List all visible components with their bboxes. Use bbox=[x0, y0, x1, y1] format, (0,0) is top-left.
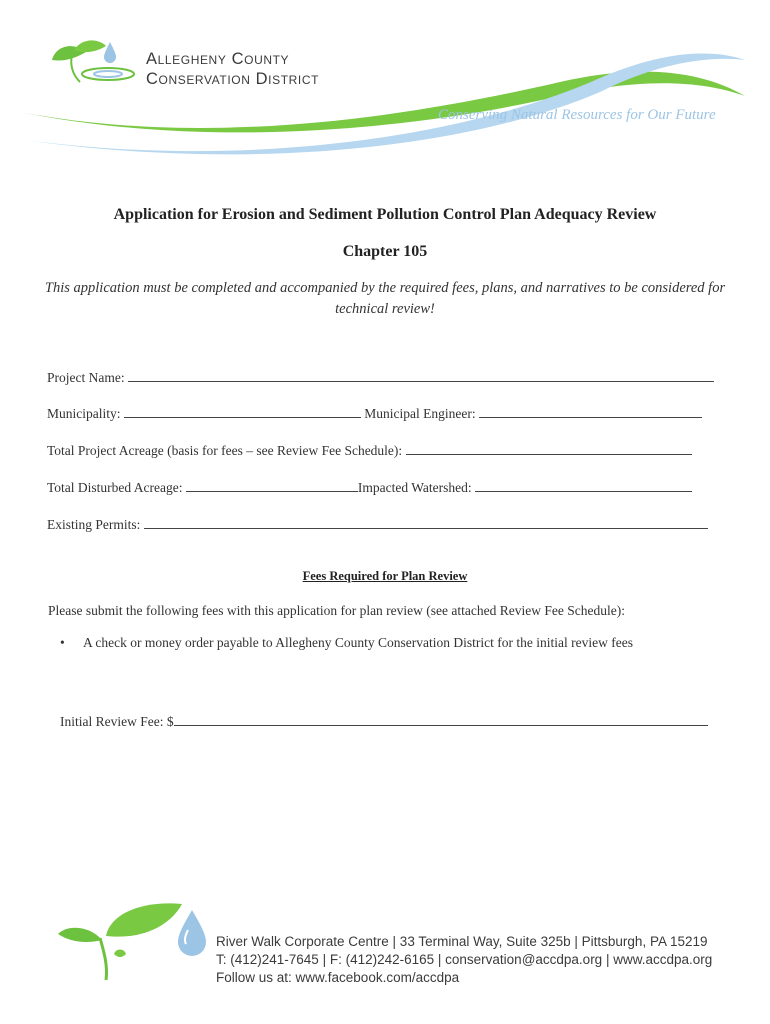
fee-bullet-text: A check or money order payable to Allegheny County Conservation District for the initial review fees bbox=[83, 635, 633, 650]
total-disturbed-acreage-field[interactable] bbox=[186, 477, 358, 492]
total-project-acreage-row bbox=[47, 440, 692, 459]
project-name-field[interactable] bbox=[128, 367, 714, 382]
leaf-icon bbox=[58, 903, 182, 980]
bullet-marker: • bbox=[60, 635, 65, 650]
footer-address: River Walk Corporate Centre | 33 Terminal Way, Suite 325b | Pittsburgh, PA 15219 bbox=[216, 934, 708, 949]
org-name-line2: Conservation District bbox=[146, 70, 320, 88]
existing-permits-row bbox=[47, 514, 708, 533]
intro-text: This application must be completed and accompanied by the required fees, plans, and narratives to be considered for technical review! bbox=[44, 280, 726, 317]
municipal-engineer-field[interactable] bbox=[479, 403, 702, 418]
document-title: Application for Erosion and Sediment Pollution Control Plan Adequacy Review bbox=[113, 206, 657, 223]
municipal-engineer-label: Municipal Engineer: bbox=[364, 406, 476, 421]
total-disturbed-acreage-label: Total Disturbed Acreage: bbox=[47, 480, 183, 495]
tagline: Conserving Natural Resources for Our Future bbox=[438, 107, 716, 123]
fees-intro: Please submit the following fees with this application for plan review (see attached Review Fee Schedule): bbox=[48, 603, 625, 618]
footer-logo bbox=[50, 896, 220, 986]
header-banner bbox=[0, 0, 770, 170]
initial-fee-field[interactable] bbox=[174, 711, 708, 726]
total-project-acreage-field[interactable] bbox=[406, 440, 692, 455]
impacted-watershed-label: Impacted Watershed: bbox=[357, 480, 472, 495]
impacted-watershed-field[interactable] bbox=[475, 477, 692, 492]
chapter-heading: Chapter 105 bbox=[342, 243, 428, 260]
blue-swoosh bbox=[25, 54, 745, 155]
water-drop-icon bbox=[178, 910, 206, 956]
existing-permits-field[interactable] bbox=[144, 514, 708, 529]
municipality-label: Municipality: bbox=[47, 406, 121, 421]
org-name-line1: Allegheny County bbox=[146, 50, 290, 68]
total-project-acreage-label: Total Project Acreage (basis for fees – see Review Fee Schedule): bbox=[47, 443, 403, 458]
fees-heading: Fees Required for Plan Review bbox=[302, 569, 468, 583]
municipality-row bbox=[47, 403, 702, 422]
project-name-row bbox=[47, 367, 714, 386]
fee-bullet bbox=[60, 635, 633, 651]
municipality-field[interactable] bbox=[124, 403, 361, 418]
initial-fee-row bbox=[60, 711, 708, 730]
initial-fee-label: Initial Review Fee: $ bbox=[60, 714, 174, 729]
project-name-label: Project Name: bbox=[47, 370, 125, 385]
disturbed-acreage-row bbox=[47, 477, 692, 496]
footer-social: Follow us at: www.facebook.com/accdpa bbox=[216, 970, 460, 985]
existing-permits-label: Existing Permits: bbox=[47, 517, 141, 532]
footer-contact: T: (412)241-7645 | F: (412)242-6165 | conservation@accdpa.org | www.accdpa.org bbox=[216, 952, 713, 967]
